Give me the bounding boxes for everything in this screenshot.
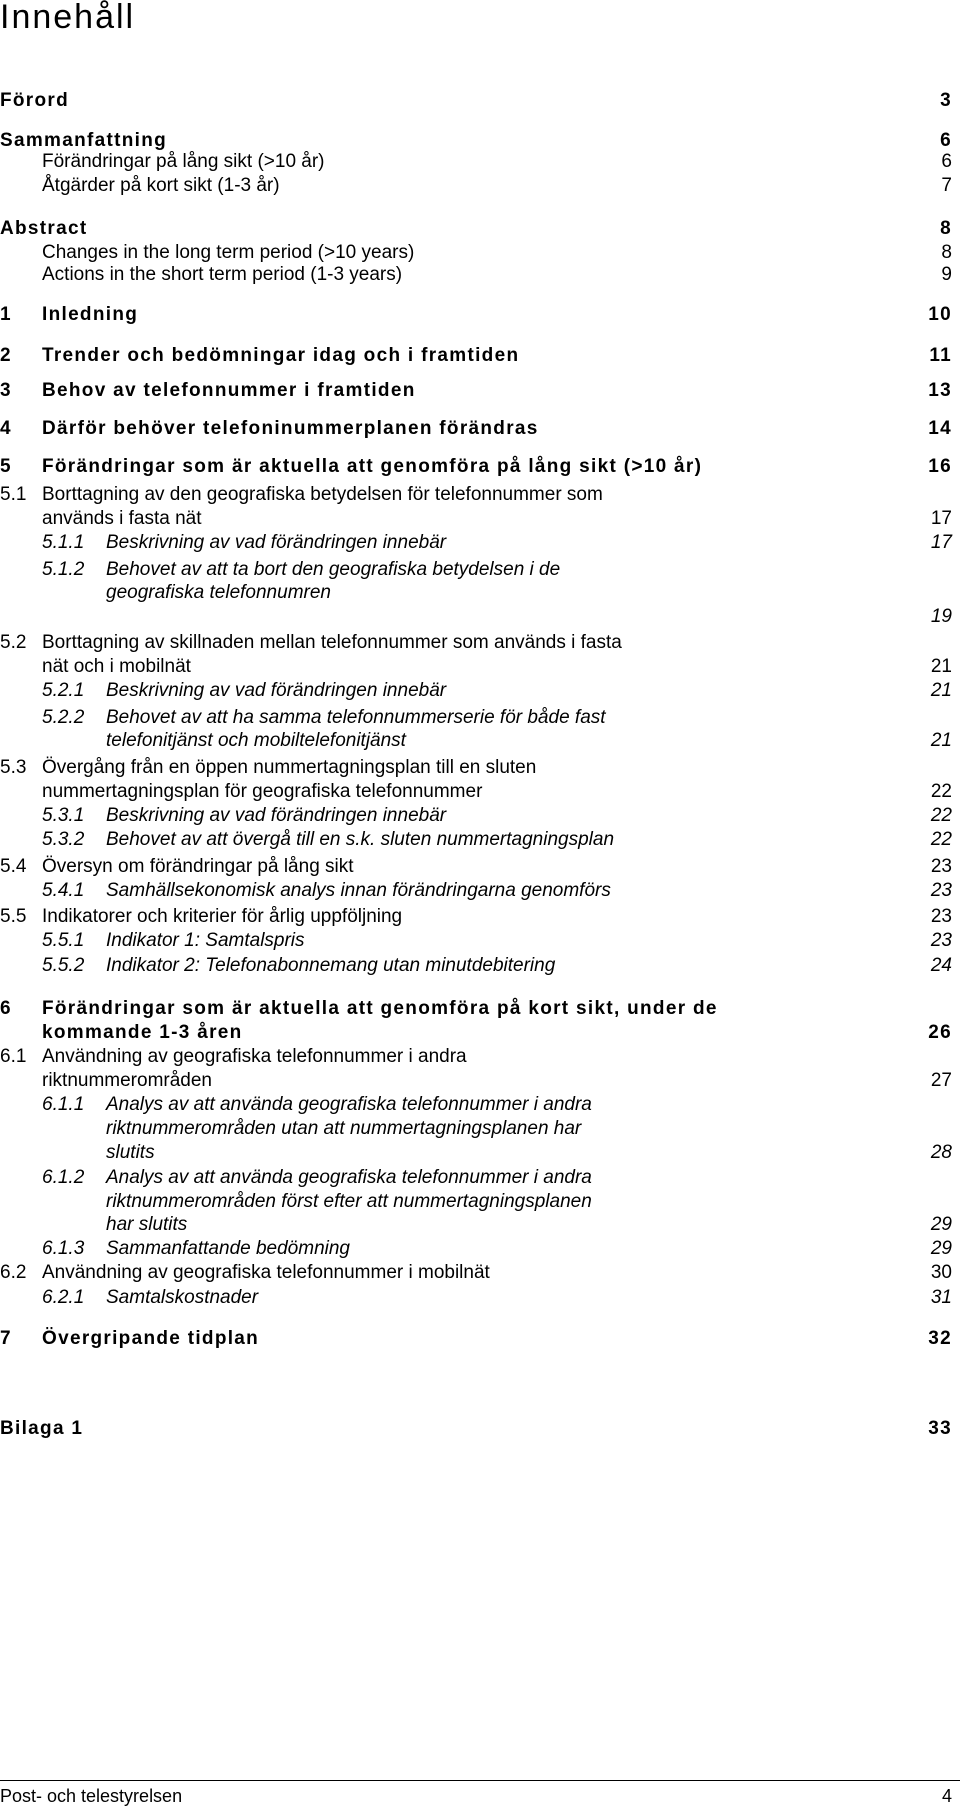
toc-entry-number: 5.3.1 [42,805,85,826]
toc-entry-number: 1 [0,304,12,325]
toc-entry-number: 3 [0,380,12,401]
toc-entry-page-number: 28 [930,1142,952,1163]
toc-entry-number: 5.2.2 [42,707,85,728]
toc-entry-number: 5.1 [0,484,27,505]
toc-entry-title: Samhällsekonomisk analys innan förändringarna genomförs [106,880,611,901]
toc-entry-page-number: 29 [930,1214,952,1235]
toc-entry-page-number: 21 [930,680,952,701]
toc-entry-page-number: 8 [941,242,952,263]
toc-entry-page-number: 13 [928,380,952,401]
toc-entry-page-number: 31 [930,1287,952,1308]
toc-entry-title: Trender och bedömningar idag och i framtiden [42,345,520,366]
toc-entry-number: 5.4 [0,856,27,877]
toc-entry-title: Indikator 1: Samtalspris [106,930,305,951]
toc-entry-number: 5.4.1 [42,880,85,901]
toc-entry-number: 5.3 [0,757,27,778]
toc-entry-number: 6.2.1 [42,1287,85,1308]
toc-entry-number: 6.1.3 [42,1238,85,1259]
toc-entry-page-number: 22 [930,781,952,802]
toc-entry-page-number: 19 [930,606,952,627]
page-title: Innehåll [0,0,136,36]
toc-entry-title-continued: geografiska telefonnumren [106,582,331,603]
toc-entry-title-continued: slutits [106,1142,155,1163]
footer-divider [0,1780,960,1781]
toc-entry-title: Översyn om förändringar på lång sikt [42,856,354,877]
toc-entry-title: Bilaga 1 [0,1418,84,1439]
toc-entry-number: 5.2.1 [42,680,85,701]
toc-entry-title: Borttagning av den geografiska betydelsen för telefonnummer som [42,484,603,505]
toc-entry-title: Användning av geografiska telefonnummer i andra [42,1046,467,1067]
toc-entry-page-number: 16 [928,456,952,477]
toc-entry-page-number: 10 [928,304,952,325]
toc-entry-page-number: 24 [930,955,952,976]
toc-entry-page-number: 17 [930,508,952,529]
toc-entry-number: 5.3.2 [42,829,85,850]
toc-entry-number: 5.5.2 [42,955,85,976]
toc-entry-title: Övergång från en öppen nummertagningsplan till en sluten [42,757,537,778]
toc-entry-page-number: 22 [930,829,952,850]
toc-entry-title: Övergripande tidplan [42,1328,260,1349]
toc-entry-title-continued: nät och i mobilnät [42,656,191,677]
toc-entry-number: 5 [0,456,12,477]
toc-entry-page-number: 9 [941,264,952,285]
toc-entry-title: Beskrivning av vad förändringen innebär [106,680,447,701]
toc-entry-title: Användning av geografiska telefonnummer i mobilnät [42,1262,490,1283]
toc-entry-title: Changes in the long term period (>10 years) [42,242,415,263]
toc-entry-page-number: 29 [930,1238,952,1259]
toc-entry-title-continued: telefonitjänst och mobiltelefonitjänst [106,730,406,751]
toc-entry-page-number: 23 [930,906,952,927]
toc-entry-page-number: 22 [930,805,952,826]
toc-entry-title: Sammanfattande bedömning [106,1238,350,1259]
toc-entry-page-number: 6 [941,151,952,172]
toc-entry-page-number: 23 [930,930,952,951]
toc-entry-page-number: 27 [930,1070,952,1091]
toc-entry-number: 6 [0,998,12,1019]
toc-entry-title-continued: riktnummerområden utan att nummertagningsplanen har [106,1118,582,1139]
toc-entry-title-continued: riktnummerområden [42,1070,212,1091]
toc-entry-number: 5.5 [0,906,27,927]
toc-entry-number: 5.1.2 [42,559,85,580]
toc-entry-number: 6.1.2 [42,1167,85,1188]
toc-entry-number: 4 [0,418,12,439]
toc-entry-title: Behov av telefonnummer i framtiden [42,380,416,401]
toc-entry-number: 6.1 [0,1046,27,1067]
toc-entry-page-number: 23 [930,856,952,877]
toc-entry-title: Förord [0,90,70,111]
toc-entry-title: Behovet av att ha samma telefonnummerserie för både fast [106,707,606,728]
toc-entry-number: 7 [0,1328,12,1349]
toc-entry-title: Behovet av att ta bort den geografiska betydelsen i de [106,559,561,580]
toc-entry-title-continued: kommande 1-3 åren [42,1022,243,1043]
toc-entry-title-continued: nummertagningsplan för geografiska telefonnummer [42,781,483,802]
toc-entry-title: Indikatorer och kriterier för årlig uppföljning [42,906,403,927]
toc-entry-number: 6.2 [0,1262,27,1283]
footer-page-number: 4 [941,1786,952,1806]
toc-entry-title: Förändringar som är aktuella att genomföra på lång sikt (>10 år) [42,456,703,477]
toc-entry-page-number: 33 [928,1418,952,1439]
toc-entry-page-number: 6 [940,130,952,151]
toc-entry-page-number: 32 [928,1328,952,1349]
footer-publisher: Post- och telestyrelsen [0,1786,183,1806]
toc-entry-title: Behovet av att övergå till en s.k. sluten nummertagningsplan [106,829,615,850]
toc-entry-title: Analys av att använda geografiska telefonnummer i andra [106,1094,592,1115]
toc-entry-title: Analys av att använda geografiska telefonnummer i andra [106,1167,592,1188]
toc-entry-page-number: 21 [930,730,952,751]
toc-entry-page-number: 3 [940,90,952,111]
toc-entry-page-number: 14 [928,418,952,439]
toc-entry-number: 5.1.1 [42,532,85,553]
toc-entry-title: Inledning [42,304,139,325]
toc-entry-title-continued: riktnummerområden först efter att nummertagningsplanen [106,1191,592,1212]
toc-entry-title: Beskrivning av vad förändringen innebär [106,805,447,826]
toc-entry-title: Åtgärder på kort sikt (1-3 år) [42,175,280,196]
toc-entry-title: Beskrivning av vad förändringen innebär [106,532,447,553]
toc-entry-number: 5.5.1 [42,930,85,951]
toc-entry-title-continued: används i fasta nät [42,508,202,529]
toc-entry-title-continued: har slutits [106,1214,188,1235]
toc-entry-title: Borttagning av skillnaden mellan telefonnummer som används i fasta [42,632,622,653]
toc-entry-title: Sammanfattning [0,130,168,151]
toc-entry-number: 6.1.1 [42,1094,85,1115]
toc-entry-title: Därför behöver telefoninummerplanen förändras [42,418,539,439]
toc-entry-page-number: 21 [930,656,952,677]
toc-entry-title: Actions in the short term period (1-3 years) [42,264,403,285]
toc-entry-page-number: 26 [928,1022,952,1043]
toc-entry-page-number: 8 [940,218,952,239]
toc-entry-title: Förändringar som är aktuella att genomföra på kort sikt, under de [42,998,718,1019]
toc-entry-title: Indikator 2: Telefonabonnemang utan minutdebitering [106,955,556,976]
toc-entry-page-number: 30 [930,1262,952,1283]
toc-entry-page-number: 17 [930,532,952,553]
toc-entry-page-number: 7 [941,175,952,196]
toc-entry-page-number: 11 [929,345,952,366]
toc-entry-title: Förändringar på lång sikt (>10 år) [42,151,325,172]
toc-entry-page-number: 23 [930,880,952,901]
toc-entry-title: Abstract [0,218,88,239]
toc-entry-number: 5.2 [0,632,27,653]
toc-entry-title: Samtalskostnader [106,1287,259,1308]
toc-entry-number: 2 [0,345,12,366]
